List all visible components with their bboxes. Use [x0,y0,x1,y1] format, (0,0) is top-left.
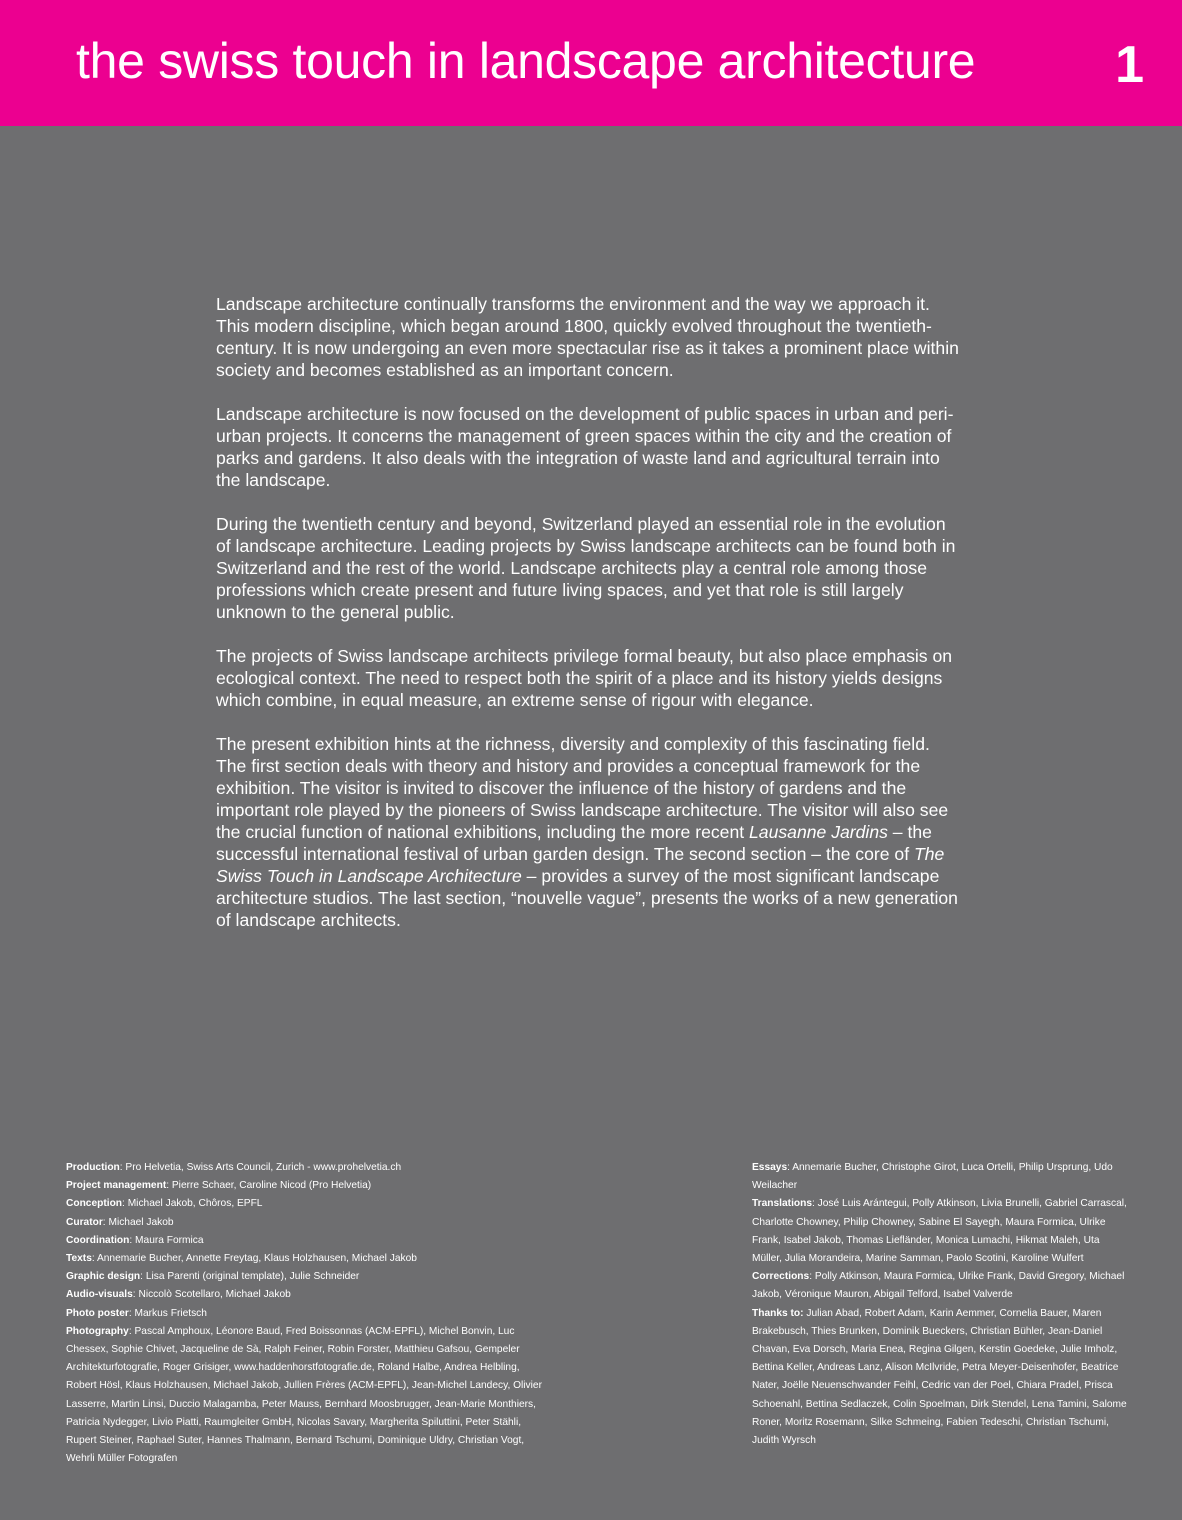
credit-essays: Essays: Annemarie Bucher, Christophe Girot, Luca Ortelli, Philip Ursprung, Udo Weilacher [752,1162,1113,1192]
credit-graphic-design: Graphic design: Lisa Parenti (original template), Julie Schneider [66,1271,360,1283]
credit-production: Production: Pro Helvetia, Swiss Arts Council, Zurich - www.prohelvetia.ch [66,1162,402,1173]
credit-texts: Texts: Annemarie Bucher, Annette Freytag, Klaus Holzhausen, Michael Jakob [66,1253,417,1265]
intro-paragraph-1: Landscape architecture continually transforms the environment and the way we approach it. This modern discipline, which began around 1800, quickly evolved throughout the twentieth-century. It is now undergoing an even more spectacular rise as it takes a prominent place within society and becomes established as an important concern. [216,294,959,380]
credit-coordination: Coordination: Maura Formica [66,1234,204,1246]
header-banner [0,0,1182,126]
intro-paragraph-4: The projects of Swiss landscape architects privilege formal beauty, but also place emphasis on ecological context. The need to respect both the spirit of a place and its history yields designs which combine, in equal measure, an extreme sense of rigour with elegance. [216,646,953,710]
credit-corrections: Corrections: Polly Atkinson, Maura Formica, Ulrike Frank, David Gregory, Michael Jakob, Véronique Mauron, Abigail Telford, Isabel Valverde [752,1271,1125,1301]
credit-curator: Curator: Michael Jakob [66,1216,174,1228]
credits-right-column [752,1159,1132,1450]
italic-title-exhibition: The Swiss Touch in Landscape Architecture [216,844,945,886]
credit-photography: Photography: Pascal Amphoux, Léonore Baud, Fred Boissonnas (ACM-EPFL), Michel Bonvin, Luc Chessex, Sophie Chivet, Jacqueline de Sà, Ralph Feiner, Robin Forster, Matthieu Gafsou, Gempeler Architekturfotografie, Roger Grisiger, www.haddenhorstfotografie.de, Roland Halbe, Andrea Helbling, Robert Hösl, Klaus Holzhausen, Michael Jakob, Jullien Frères (ACM-EPFL), Jean-Michel Landecy, Olivier Lasserre, Martin Linsi, Duccio Malagamba, Peter Mauss, Bernhard Moosbrugger, Jean-Marie Monthiers, Patricia Nydegger, Livio Piatti, Raumgleiter GmbH, Nicolas Savary, Margherita Spiluttini, Peter Stähli, Rupert Steiner, Raphael Suter, Hannes Thalmann, Bernard Tschumi, Dominique Uldry, Christian Vogt, Wehrli Müller Fotografen [66,1325,542,1465]
intro-text [216,293,964,953]
page-title: the swiss touch in landscape architecture [76,33,976,89]
intro-paragraph-3: During the twentieth century and beyond, Switzerland played an essential role in the evolution of landscape architecture. Leading projects by Swiss landscape architects can be found both in Switzerland and the rest of the world. Landscape architects play a central role among those professions which create present and future living spaces, and yet that role is still largely unknown to the general public. [216,514,956,622]
credit-translations: Translations: José Luis Arántegui, Polly Atkinson, Livia Brunelli, Gabriel Carrascal, Charlotte Chowney, Philip Chowney, Sabine El Sayegh, Maura Formica, Ulrike Frank, Isabel Jakob, Thomas Liefländer, Monica Lumachi, Hikmat Maleh, Uta Müller, Julia Morandeira, Marine Samman, Paolo Scotini, Karoline Wulfert [752,1198,1127,1265]
italic-title-lausanne-jardins: Lausanne Jardins [749,822,888,842]
credits-left-column [66,1159,546,1468]
credit-photo-poster: Photo poster: Markus Frietsch [66,1307,207,1319]
credit-thanks: Thanks to: Julian Abad, Robert Adam, Karin Aemmer, Cornelia Bauer, Maren Brakebusch, Thies Brunken, Dominik Bueckers, Christian Bühler, Jean-Daniel Chavan, Eva Dorsch, Maria Enea, Regina Gilgen, Kerstin Goedeke, Julie Imholz, Bettina Keller, Andreas Lanz, Alison McIlvride, Petra Meyer-Deisenhofer, Beatrice Nater, Joëlle Neuenschwander Feihl, Cedric van der Poel, Chiara Pradel, Prisca Schoenahl, Bettina Sedlaczek, Colin Spoelman, Dirk Stendel, Lena Tamini, Salome Roner, Moritz Rosemann, Silke Schmeing, Fabien Tedeschi, Christian Tschumi, Judith Wyrsch [752,1307,1127,1447]
intro-paragraph-5: The present exhibition hints at the richness, diversity and complexity of this fascinating field. The first section deals with theory and history and provides a conceptual framework for the exhibition. The visitor is invited to discover the influence of the history of gardens and the important role played by the pioneers of Swiss landscape architecture. The visitor will also see the crucial function of national exhibitions, including the more recent Lausanne Jardins – the successful international festival of urban garden design. The second section – the core of The Swiss Touch in Landscape Architecture – provides a survey of the most significant landscape architecture studios. The last section, “nouvelle vague”, presents the works of a new generation of landscape architects. [216,734,958,930]
page-number: 1 [1115,36,1144,94]
credit-project-management: Project management: Pierre Schaer, Caroline Nicod (Pro Helvetia) [66,1180,372,1192]
credit-conception: Conception: Michael Jakob, Chôros, EPFL [66,1198,263,1210]
intro-paragraph-2: Landscape architecture is now focused on the development of public spaces in urban and peri-urban projects. It concerns the management of green spaces within the city and the creation of parks and gardens. It also deals with the integration of waste land and agricultural terrain into the landscape. [216,404,954,490]
credit-audio-visuals: Audio-visuals: Niccolò Scotellaro, Michael Jakob [66,1289,291,1301]
